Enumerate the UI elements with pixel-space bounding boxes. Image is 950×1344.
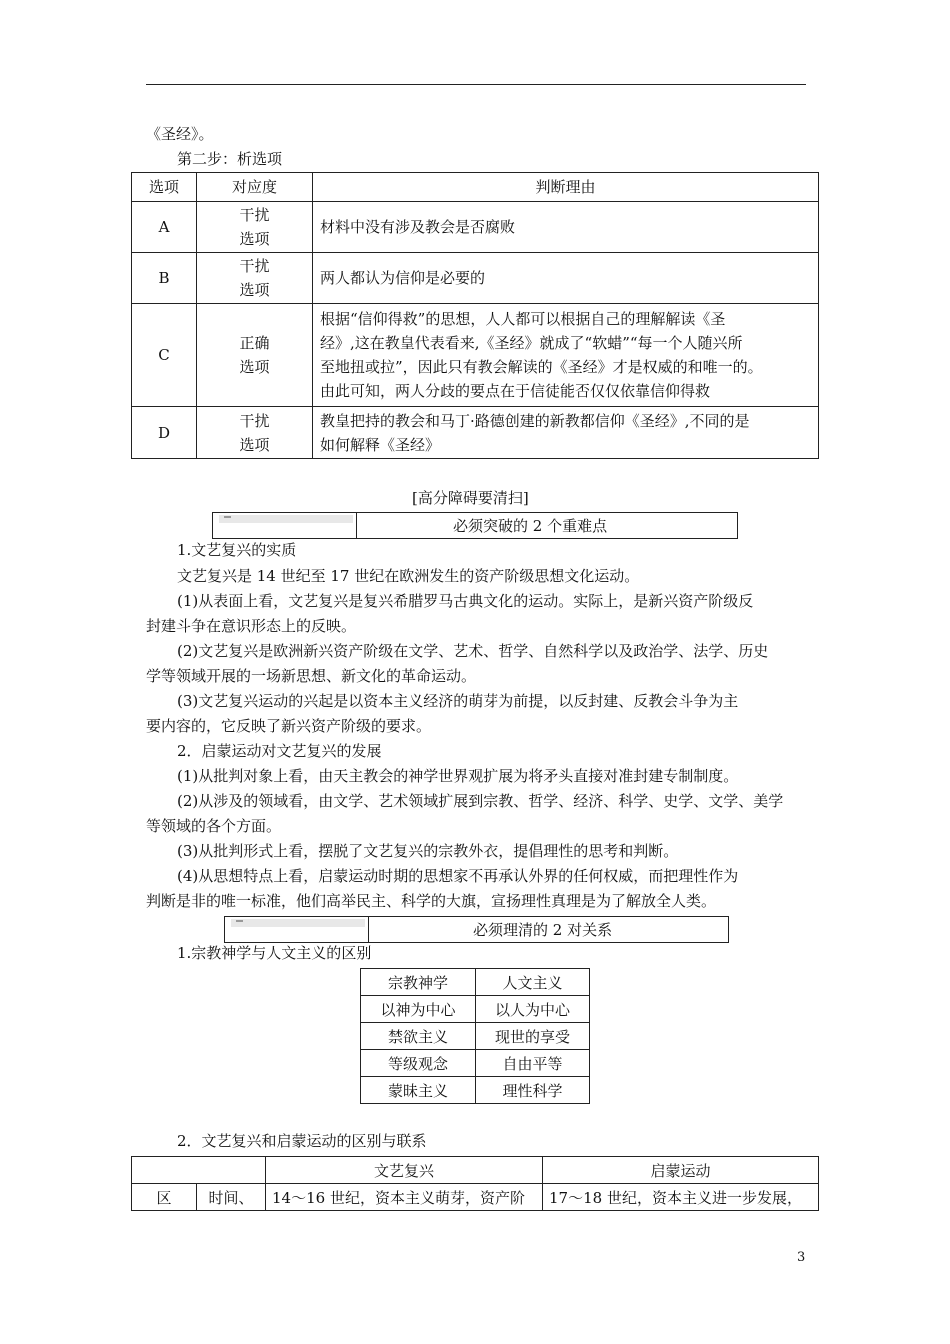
paragraph-line: 等领域的各个方面。 <box>146 817 282 835</box>
table-header-row <box>132 1157 819 1184</box>
paragraph-line: (2)从涉及的领域看，由文学、艺术领域扩展到宗教、哲学、经济、科学、史学、文学、美学 <box>177 792 784 810</box>
table-row <box>132 253 819 304</box>
paragraph-line: (1)从表面上看，文艺复兴是复兴希腊罗马古典文化的运动。实际上，是新兴资产阶级反 <box>177 592 754 610</box>
paragraph-line: (3)从批判形式上看，摆脱了文艺复兴的宗教外衣，提倡理性的思考和判断。 <box>177 842 679 860</box>
reason-line: 材料中没有涉及教会是否腐败 <box>320 218 516 236</box>
step-title: 第二步：析选项 <box>177 150 283 168</box>
reason-cell <box>313 304 819 407</box>
paragraph-line: 1.宗教神学与人文主义的区别 <box>177 944 372 962</box>
degree-cell <box>197 304 313 407</box>
paragraph-line: 1.文艺复兴的实质 <box>177 541 297 559</box>
paragraph-line: 2．文艺复兴和启蒙运动的区别与联系 <box>177 1132 427 1150</box>
table-row <box>361 1023 590 1050</box>
paragraph-line: (4)从思想特点上看，启蒙运动时期的思想家不再承认外界的任何权威，而把理性作为 <box>177 867 739 885</box>
header-cell: 选项 <box>132 173 197 202</box>
reason-cell <box>313 253 819 304</box>
paragraph-line: 封建斗争在意识形态上的反映。 <box>146 617 357 635</box>
relations-header-box <box>224 916 729 943</box>
cell: 时间、 <box>197 1184 266 1211</box>
reason-cell <box>313 407 819 459</box>
reason-line: 根据“信仰得救”的思想，人人都可以根据自己的理解解读《圣 <box>320 310 726 328</box>
header-cell: 宗教神学 <box>361 969 476 996</box>
header-rule <box>146 84 806 85</box>
header-cell: 人文主义 <box>476 969 590 996</box>
degree-cell <box>197 253 313 304</box>
reason-line: 如何解释《圣经》 <box>320 435 441 454</box>
option-cell: D <box>132 407 197 459</box>
header-cell: 对应度 <box>197 173 313 202</box>
key-points-title: 必须突破的 2 个重难点 <box>453 517 608 535</box>
cell: 区 <box>132 1184 197 1211</box>
paragraph-line: (2)文艺复兴是欧洲新兴资产阶级在文学、艺术、哲学、自然科学以及政治学、法学、历史 <box>177 642 769 660</box>
header-cell: 判断理由 <box>313 173 819 202</box>
reason-line: 至地扭或拉”，因此只有教会解读的《圣经》才是权威的和唯一的。 <box>320 358 763 376</box>
reason-line: 教皇把持的教会和马丁·路德创建的新教都信仰《圣经》,不同的是 <box>320 411 750 430</box>
degree-line: 干扰 <box>239 411 270 430</box>
page-number: 3 <box>797 1250 806 1265</box>
paragraph-line: 2．启蒙运动对文艺复兴的发展 <box>177 742 382 760</box>
reason-line: 经》,这在教皇代表看来,《圣经》就成了“软蜡”“每一个人随兴所 <box>320 334 743 352</box>
option-cell: A <box>132 202 197 253</box>
cell: 以人为中心 <box>476 996 590 1023</box>
intro-line: 《圣经》。 <box>146 125 214 143</box>
degree-line: 正确 <box>239 334 270 352</box>
cell: 自由平等 <box>476 1050 590 1077</box>
cell: 现世的享受 <box>476 1023 590 1050</box>
reason-cell <box>313 202 819 253</box>
table-row <box>132 1184 819 1211</box>
reason-line: 两人都认为信仰是必要的 <box>320 269 486 287</box>
cell: 以神为中心 <box>361 996 476 1023</box>
cell: 17～18 世纪，资本主义进一步发展， <box>543 1184 819 1211</box>
relations-title: 必须理清的 2 对关系 <box>473 921 613 939</box>
paragraph-line: 文艺复兴是 14 世纪至 17 世纪在欧洲发生的资产阶级思想文化运动。 <box>177 567 640 585</box>
table-row <box>361 996 590 1023</box>
theology-humanism-table <box>360 968 590 1104</box>
degree-line: 选项 <box>239 281 270 299</box>
cell: 蒙昧主义 <box>361 1077 476 1104</box>
table-row <box>361 1050 590 1077</box>
reason-line: 由此可知，两人分歧的要点在于信徒能否仅仅依靠信仰得救 <box>320 382 711 400</box>
table-row <box>132 407 819 459</box>
paragraph-line: 判断是非的唯一标准，他们高举民主、科学的大旗，宣扬理性真理是为了解放全人类。 <box>146 892 717 910</box>
degree-cell <box>197 407 313 459</box>
degree-cell <box>197 202 313 253</box>
banner-tab <box>231 919 365 927</box>
box-divider <box>356 513 357 538</box>
table-row <box>132 304 819 407</box>
header-cell: 文艺复兴 <box>266 1157 543 1184</box>
box-divider <box>368 917 369 942</box>
degree-line: 干扰 <box>239 257 270 275</box>
header-cell <box>132 1157 266 1184</box>
paragraph-line: (3)文艺复兴运动的兴起是以资本主义经济的萌芽为前提，以反封建、反教会斗争为主 <box>177 692 739 710</box>
table-header-row <box>361 969 590 996</box>
renaissance-enlightenment-table <box>131 1156 819 1211</box>
key-points-header-box <box>212 512 738 539</box>
table-row <box>132 202 819 253</box>
paragraph-line: 学等领域开展的一场新思想、新文化的革命运动。 <box>146 667 477 685</box>
options-table <box>131 172 819 459</box>
degree-line: 干扰 <box>239 206 270 224</box>
cell: 理性科学 <box>476 1077 590 1104</box>
option-cell: C <box>132 304 197 407</box>
option-cell: B <box>132 253 197 304</box>
table-header-row <box>132 173 819 202</box>
banner-tab <box>219 515 353 523</box>
paragraph-line: 要内容的，它反映了新兴资产阶级的要求。 <box>146 717 432 735</box>
degree-line: 选项 <box>239 435 270 454</box>
cell: 禁欲主义 <box>361 1023 476 1050</box>
header-cell: 启蒙运动 <box>543 1157 819 1184</box>
degree-line: 选项 <box>239 230 270 248</box>
section-title: [高分障碍要清扫] <box>412 489 529 507</box>
table-row <box>361 1077 590 1104</box>
cell: 等级观念 <box>361 1050 476 1077</box>
degree-line: 选项 <box>239 358 270 376</box>
cell: 14～16 世纪，资本主义萌芽，资产阶 <box>266 1184 543 1211</box>
paragraph-line: (1)从批判对象上看，由天主教会的神学世界观扩展为将矛头直接对准封建专制制度。 <box>177 767 739 785</box>
